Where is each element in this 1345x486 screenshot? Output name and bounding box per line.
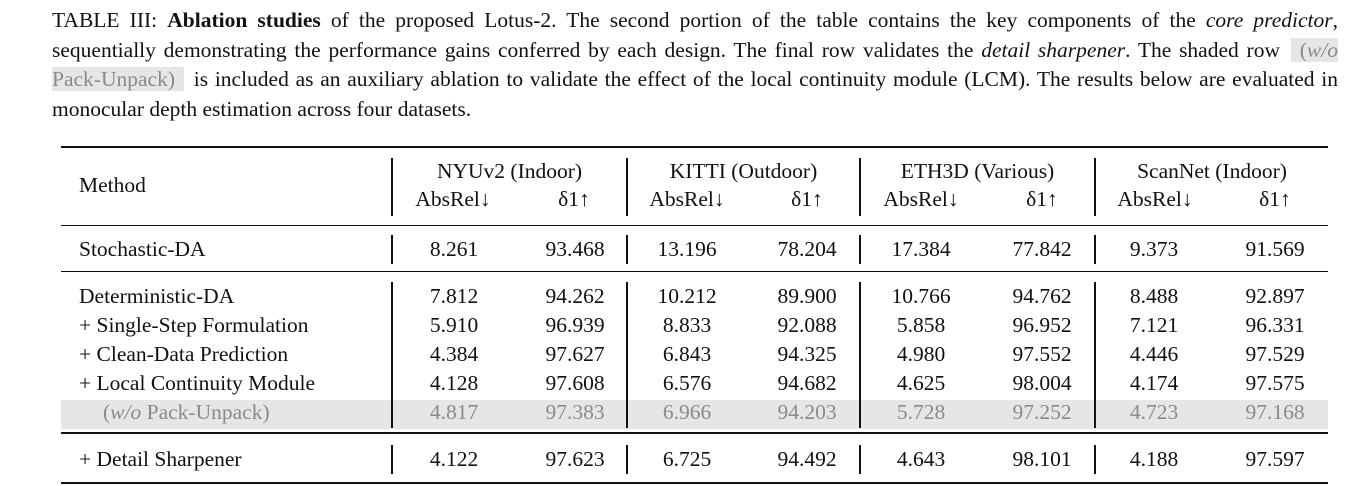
vline xyxy=(391,445,393,474)
table-cell: 4.188 xyxy=(1129,447,1179,471)
table-cell: 5.728 xyxy=(896,400,946,424)
table-cell: 10.212 xyxy=(657,284,717,308)
table-cell: 97.623 xyxy=(545,447,605,471)
row-method: + Clean-Data Prediction xyxy=(79,342,289,366)
caption-emph-detail-sharpener: detail sharpener xyxy=(981,37,1126,62)
top-rule xyxy=(61,146,1328,148)
dataset-header-kitti: KITTI (Outdoor) xyxy=(669,159,818,183)
table-cell: 94.325 xyxy=(777,342,837,366)
table-cell: 97.608 xyxy=(545,371,605,395)
table-cell: 4.980 xyxy=(896,342,946,366)
table-cell: 4.643 xyxy=(896,447,946,471)
table-cell: 94.203 xyxy=(777,400,837,424)
table-cell: 97.552 xyxy=(1012,342,1072,366)
row-method: (w/o Pack-Unpack) xyxy=(103,400,270,424)
metric-delta-header: δ1↑ xyxy=(558,187,590,211)
table-cell: 97.529 xyxy=(1245,342,1305,366)
table-cell: 6.843 xyxy=(662,342,712,366)
table-cell: 8.488 xyxy=(1129,284,1179,308)
table-cell: 13.196 xyxy=(657,237,717,261)
caption-text-3: . The shaded row xyxy=(1125,37,1288,62)
table-cell: 96.939 xyxy=(545,313,605,337)
table-caption xyxy=(52,6,1338,124)
caption-shaded-label: (w/o Pack-Unpack) xyxy=(52,37,1338,91)
table-cell: 94.492 xyxy=(777,447,837,471)
metric-delta-header: δ1↑ xyxy=(1259,187,1291,211)
table-cell: 97.575 xyxy=(1245,371,1305,395)
header-rule xyxy=(61,225,1328,226)
row-method: + Detail Sharpener xyxy=(79,447,242,471)
table-cell: 97.168 xyxy=(1245,400,1305,424)
vline xyxy=(391,282,393,428)
table-cell: 93.468 xyxy=(545,237,605,261)
table-cell: 94.762 xyxy=(1012,284,1072,308)
row-method: + Single-Step Formulation xyxy=(79,313,309,337)
table-cell: 10.766 xyxy=(891,284,951,308)
dataset-header-eth3d: ETH3D (Various) xyxy=(900,159,1055,183)
row-method: Deterministic-DA xyxy=(79,284,235,308)
table-cell: 4.384 xyxy=(429,342,479,366)
metric-absrel-header: AbsRel↓ xyxy=(1117,187,1193,211)
caption-text-1: of the proposed Lotus-2. The second portion of the table contains the key components of the xyxy=(320,8,1206,32)
table-cell: 4.625 xyxy=(896,371,946,395)
table-cell: 4.122 xyxy=(429,447,479,471)
row-method: + Local Continuity Module xyxy=(79,371,316,395)
caption-label: TABLE III: xyxy=(52,8,158,32)
table-cell: 97.597 xyxy=(1245,447,1305,471)
table-cell: 17.384 xyxy=(891,237,951,261)
table-cell: 91.569 xyxy=(1245,237,1305,261)
table-cell: 97.627 xyxy=(545,342,605,366)
table-cell: 6.576 xyxy=(662,371,712,395)
table-cell: 7.121 xyxy=(1129,313,1179,337)
table-cell: 98.101 xyxy=(1012,447,1072,471)
table-cell: 4.128 xyxy=(429,371,479,395)
method-header: Method xyxy=(79,173,146,197)
caption-text-2: , sequentially demonstrating the performance gains conferred by each design. The final row validates the xyxy=(52,8,1339,62)
table-cell: 9.373 xyxy=(1129,237,1179,261)
caption-emph-core-predictor: core predictor xyxy=(1205,8,1333,32)
mid-rule xyxy=(61,271,1328,272)
table-cell: 94.682 xyxy=(777,371,837,395)
row-method: Stochastic-DA xyxy=(79,237,206,261)
table-cell: 96.952 xyxy=(1012,313,1072,337)
table-cell: 6.725 xyxy=(662,447,712,471)
table-cell: 5.858 xyxy=(896,313,946,337)
table-cell: 6.966 xyxy=(662,400,712,424)
pre-final-rule xyxy=(61,432,1328,434)
table-cell: 98.004 xyxy=(1012,371,1072,395)
bottom-rule xyxy=(61,482,1328,484)
table-cell: 97.383 xyxy=(545,400,605,424)
table-cell: 97.252 xyxy=(1012,400,1072,424)
table-cell: 94.262 xyxy=(545,284,605,308)
table-cell: 96.331 xyxy=(1245,313,1305,337)
table-cell: 4.723 xyxy=(1129,400,1179,424)
table-cell: 8.261 xyxy=(429,237,479,261)
table-cell: 89.900 xyxy=(777,284,837,308)
metric-absrel-header: AbsRel↓ xyxy=(415,187,491,211)
table-cell: 4.174 xyxy=(1129,371,1179,395)
caption-bold-lead: Ablation studies xyxy=(167,8,321,32)
metric-delta-header: δ1↑ xyxy=(791,187,823,211)
dataset-header-nyuv2: NYUv2 (Indoor) xyxy=(436,159,583,183)
metric-delta-header: δ1↑ xyxy=(1026,187,1058,211)
caption-text-4: is included as an auxiliary ablation to validate the effect of the local continuity module (LCM). The results below are evaluated in monocular depth estimation across four datasets. xyxy=(52,67,1338,121)
metric-absrel-header: AbsRel↓ xyxy=(883,187,959,211)
table-cell: 92.088 xyxy=(777,313,837,337)
table-cell: 78.204 xyxy=(777,237,837,261)
table-cell: 92.897 xyxy=(1245,284,1305,308)
table-cell: 5.910 xyxy=(429,313,479,337)
ablation-table xyxy=(61,146,1328,486)
table-cell: 4.446 xyxy=(1129,342,1179,366)
table-cell: 77.842 xyxy=(1012,237,1072,261)
table-cell: 8.833 xyxy=(662,313,712,337)
metric-absrel-header: AbsRel↓ xyxy=(649,187,725,211)
table-cell: 7.812 xyxy=(429,284,479,308)
dataset-header-scannet: ScanNet (Indoor) xyxy=(1137,159,1287,183)
vline xyxy=(391,235,393,264)
table-cell: 4.817 xyxy=(429,400,479,424)
